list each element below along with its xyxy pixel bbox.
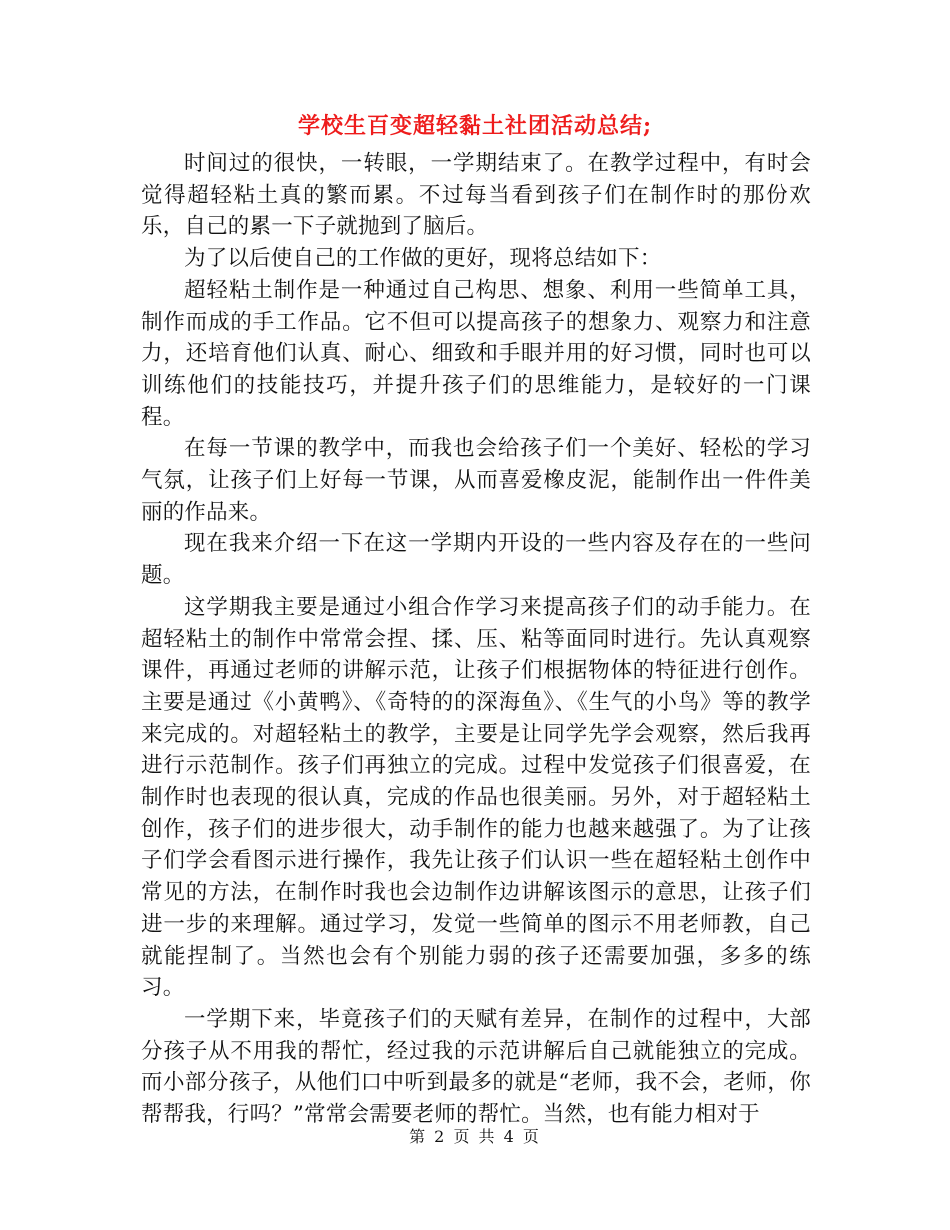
page-number-footer: 第 2 页 共 4 页 xyxy=(409,1127,541,1146)
paragraph-5: 现在我来介绍一下在这一学期内开设的一些内容及存在的一些问题。 xyxy=(141,531,811,589)
paragraph-4: 在每一节课的教学中，而我也会给孩子们一个美好、轻松的学习气氛，让孩子们上好每一节课，从而喜爱橡皮泥，能制作出一件件美丽的作品来。 xyxy=(141,436,811,525)
paragraph-1: 时间过的很快，一转眼，一学期结束了。在教学过程中，有时会觉得超轻粘土真的繁而累。不过每当看到孩子们在制作时的那份欢乐，自己的累一下子就抛到了脑后。 xyxy=(141,151,811,240)
document-body xyxy=(141,148,811,1131)
paragraph-7: 一学期下来，毕竟孩子们的天赋有差异，在制作的过程中，大部分孩子从不用我的帮忙，经过我的示范讲解后自己就能独立的完成。而小部分孩子，从他们口中听到最多的就是“老师，我不会，老师，你帮帮我，行吗？”常常会需要老师的帮忙。当然，也有能力相对于 xyxy=(141,1006,811,1128)
paragraph-6: 这学期我主要是通过小组合作学习来提高孩子们的动手能力。在超轻粘土的制作中常常会捏、揉、压、粘等面同时进行。先认真观察课件，再通过老师的讲解示范，让孩子们根据物体的特征进行创作。主要是通过《小黄鸭》、《奇特的的深海鱼》、《生气的小鸟》等的教学来完成的。对超轻粘土的教学，主要是让同学先学会观察，然后我再进行示范制作。孩子们再独立的完成。过程中发觉孩子们很喜爱，在制作时也表现的很认真，完成的作品也很美丽。另外，对于超轻粘土创作，孩子们的进步很大，动手制作的能力也越来越强了。为了让孩子们学会看图示进行操作，我先让孩子们认识一些在超轻粘土创作中常见的方法，在制作时我也会边制作边讲解该图示的意思，让孩子们进一步的来理解。通过学习，发觉一些简单的图示不用老师教，自己就能捏制了。当然也会有个别能力弱的孩子还需要加强，多多的练习。 xyxy=(141,594,811,1001)
document-title: 学校生百变超轻黏土社团活动总结; xyxy=(297,113,653,139)
paragraph-3: 超轻粘土制作是一种通过自己构思、想象、利用一些简单工具，制作而成的手工作品。它不但可以提高孩子的想象力、观察力和注意力，还培育他们认真、耐心、细致和手眼并用的好习惯，同时也可以训练他们的技能技巧，并提升孩子们的思维能力，是较好的一门课程。 xyxy=(141,277,811,430)
paragraph-2: 为了以后使自己的工作做的更好，现将总结如下： xyxy=(184,246,662,272)
